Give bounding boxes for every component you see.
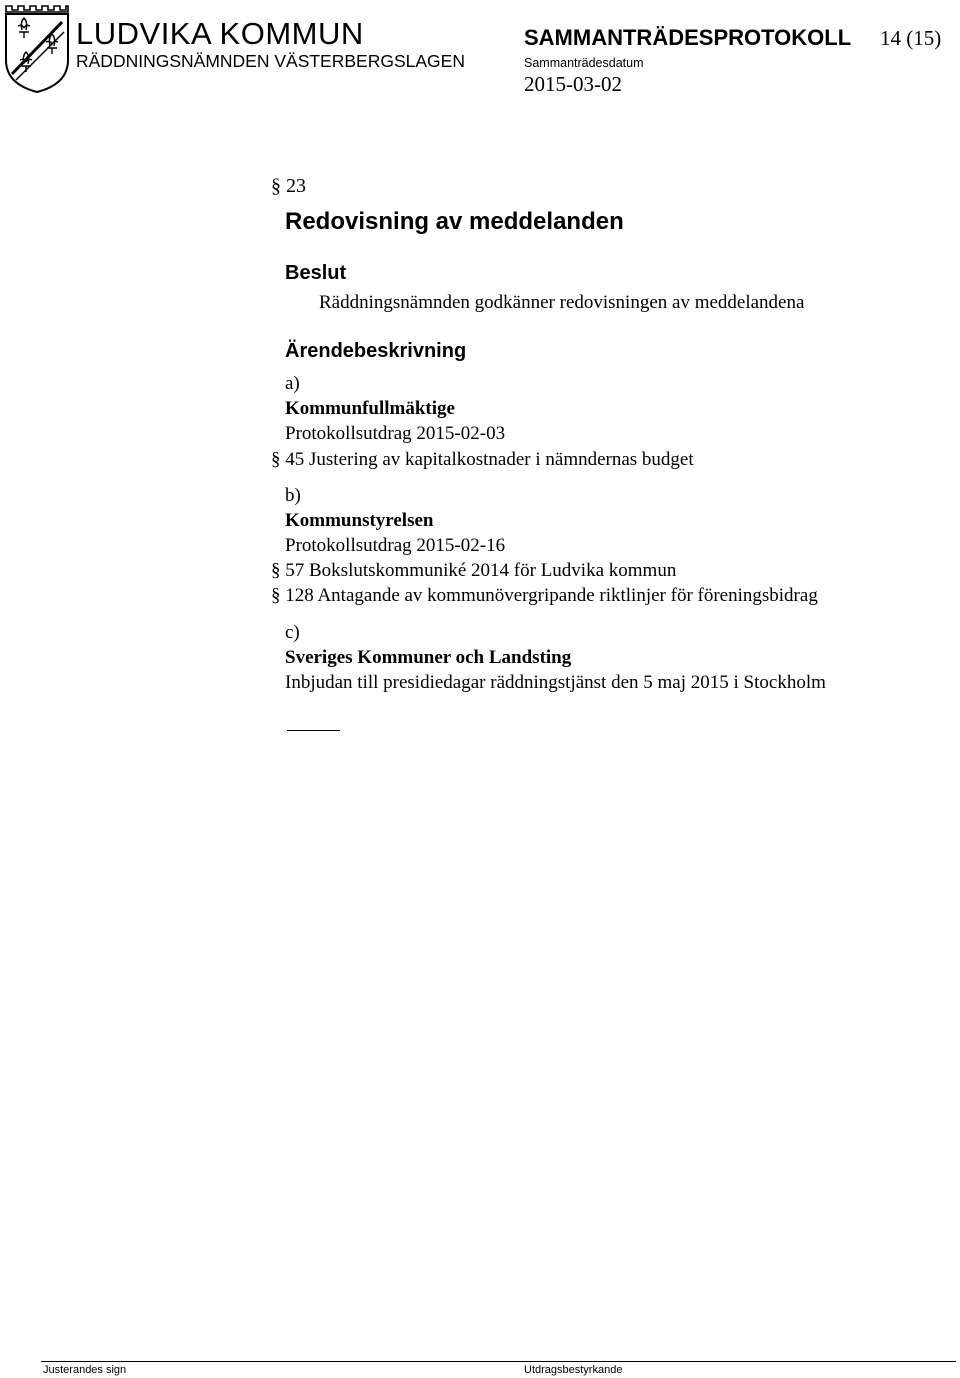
organization-name: LUDVIKA KOMMUN	[76, 16, 364, 51]
meeting-date-label: Sammanträdesdatum	[524, 56, 644, 70]
decision-heading: Beslut	[285, 262, 347, 284]
item-letter: b)	[285, 485, 301, 506]
section-title: Redovisning av meddelanden	[285, 208, 624, 235]
item-body: Sveriges Kommuner och Landsting	[285, 647, 572, 668]
item-paragraph: § 128 Antagande av kommunövergripande riktlinjer för föreningsbidrag	[271, 585, 818, 606]
meeting-date-value: 2015-03-02	[524, 72, 622, 96]
paragraph-number: § 23	[271, 175, 306, 197]
item-body: Kommunstyrelsen	[285, 510, 434, 531]
decision-text: Räddningsnämnden godkänner redovisningen av meddelandena	[319, 292, 805, 313]
item-letter: c)	[285, 622, 300, 643]
municipal-coat-of-arms-icon	[2, 2, 72, 94]
footer-divider	[41, 1361, 956, 1362]
document-type: SAMMANTRÄDESPROTOKOLL	[524, 25, 852, 50]
item-paragraph: § 57 Bokslutskommuniké 2014 för Ludvika kommun	[271, 560, 677, 581]
footer-signature-label: Justerandes sign	[43, 1364, 127, 1376]
item-body: Kommunfullmäktige	[285, 398, 455, 419]
item-text: Inbjudan till presidiedagar räddningstjänst den 5 maj 2015 i Stockholm	[285, 672, 826, 693]
footer-extract-label: Utdragsbestyrkande	[524, 1364, 623, 1376]
organization-subtitle: RÄDDNINGSNÄMNDEN VÄSTERBERGSLAGEN	[76, 51, 465, 71]
item-protocol: Protokollsutdrag 2015-02-03	[285, 423, 506, 444]
case-description-heading: Ärendebeskrivning	[285, 340, 467, 362]
item-letter: a)	[285, 373, 300, 394]
section-end-rule	[287, 730, 340, 731]
page-number: 14 (15)	[880, 26, 942, 50]
item-paragraph: § 45 Justering av kapitalkostnader i nämndernas budget	[271, 449, 694, 470]
item-protocol: Protokollsutdrag 2015-02-16	[285, 535, 506, 556]
